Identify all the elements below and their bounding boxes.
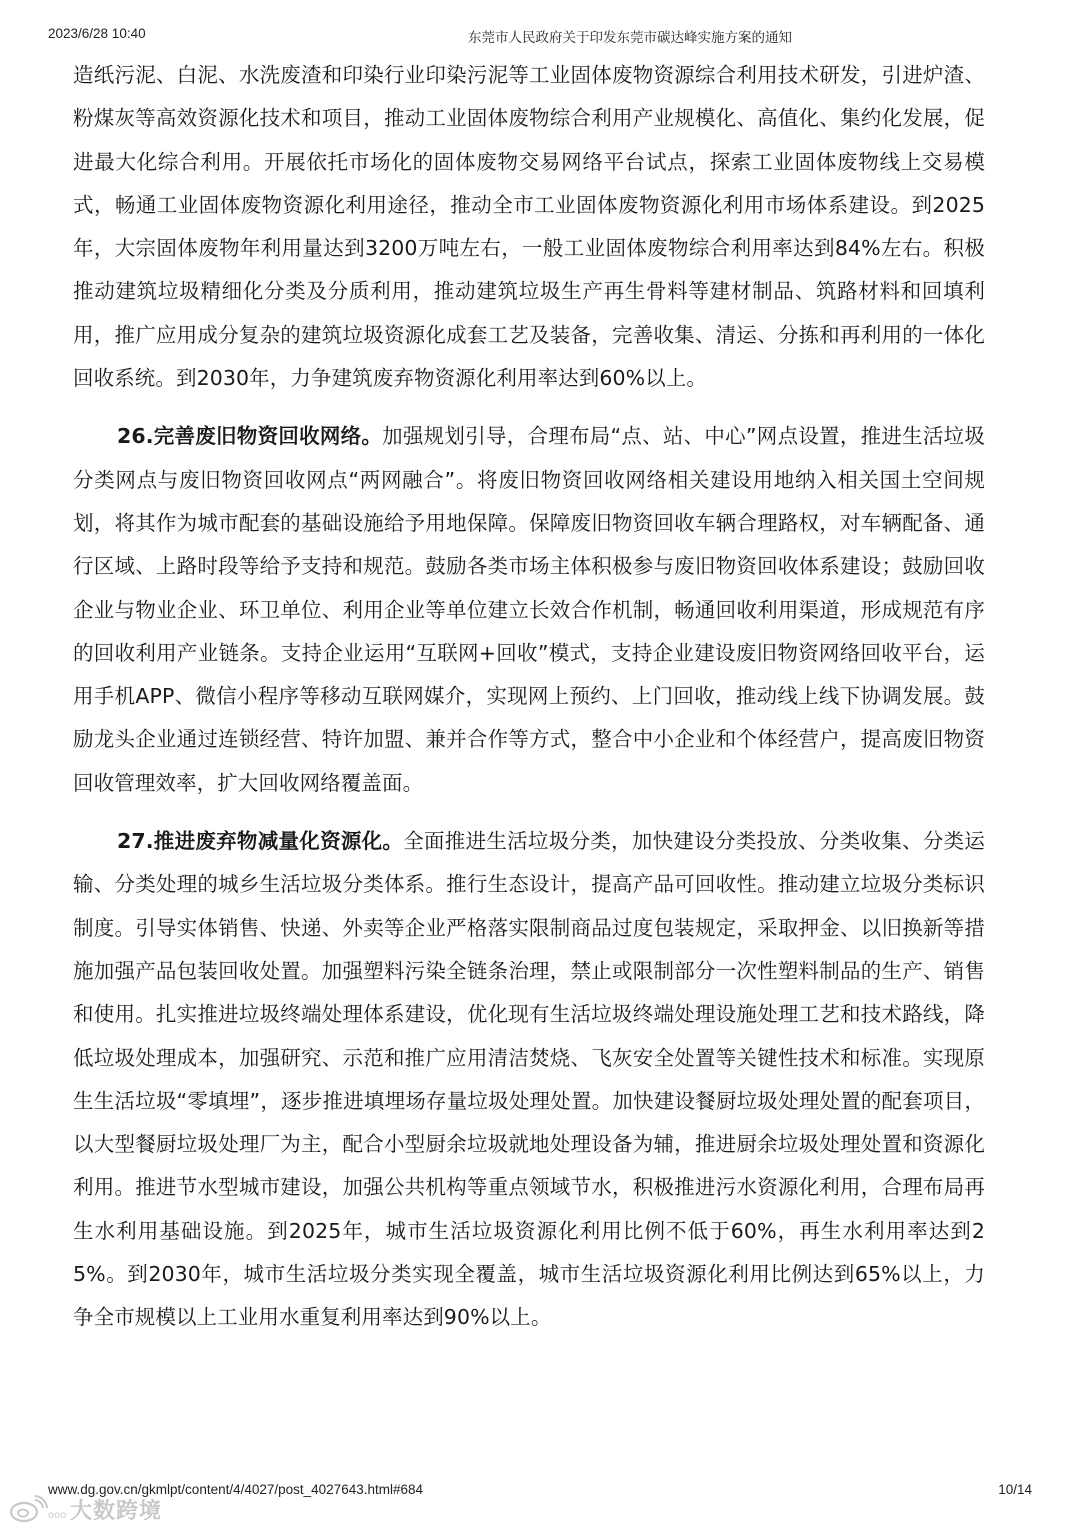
print-header xyxy=(48,26,1032,48)
section-26-paragraph xyxy=(73,415,985,805)
page-number: 10/14 xyxy=(998,1482,1032,1497)
section-26-heading: 26.完善废旧物资回收网络。 xyxy=(117,424,383,449)
section-27-heading: 27.推进废弃物减量化资源化。 xyxy=(117,829,404,854)
section-27-text: 全面推进生活垃圾分类，加快建设分类投放、分类收集、分类运输、分类处理的城乡生活垃圾分类体系。推行生态设计，提高产品可回收性。推动建立垃圾分类标识制度。引导实体销售、快递、外卖等企业严格落实限制商品过度包装规定，采取押金、以旧换新等措施加强产品包装回收处置。加强塑料污染全链条治理，禁止或限制部分一次性塑料制品的生产、销售和使用。扎实推进垃圾终端处理体系建设，优化现有生活垃圾终端处理设施处理工艺和技术路线，降低垃圾处理成本，加强研究、示范和推广应用清洁焚烧、飞灰安全处置等关键性技术和标准。实现原生生活垃圾“零填埋”，逐步推进填埋场存量垃圾处理处置。加快建设餐厨垃圾处理处置的配套项目，以大型餐厨垃圾处理厂为主，配合小型厨余垃圾就地处理设备为辅，推进厨余垃圾处理处置和资源化利用。推进节水型城市建设，加强公共机构等重点领域节水，积极推进污水资源化利用，合理布局再生水利用基础设施。到2025年，城市生活垃圾资源化利用比例不低于60%，再生水利用率达到25%。到2030年，城市生活垃圾分类实现全覆盖，城市生活垃圾资源化利用比例达到65%以上，力争全市规模以上工业用水重复利用率达到90%以上。 xyxy=(73,829,985,1330)
watermark xyxy=(8,1492,162,1526)
document-title: 东莞市人民政府关于印发东莞市碳达峰实施方案的通知 xyxy=(468,30,792,45)
weibo-logo-icon xyxy=(8,1494,68,1524)
svg-text:ooo: ooo xyxy=(48,1510,67,1521)
section-27-paragraph xyxy=(73,820,985,1340)
document-body xyxy=(73,54,985,1340)
page-url: www.dg.gov.cn/gkmlpt/content/4/4027/post_4027643.html#684 xyxy=(48,1482,424,1497)
paragraph-continued: 造纸污泥、白泥、水洗废渣和印染行业印染污泥等工业固体废物资源综合利用技术研发，引进炉渣、粉煤灰等高效资源化技术和项目，推动工业固体废物综合利用产业规模化、高值化、集约化发展，促进最大化综合利用。开展依托市场化的固体废物交易网络平台试点，探索工业固体废物线上交易模式，畅通工业固体废物资源化利用途径，推动全市工业固体废物资源化利用市场体系建设。到2025年，大宗固体废物年利用量达到3200万吨左右，一般工业固体废物综合利用率达到84%左右。积极推动建筑垃圾精细化分类及分质利用，推动建筑垃圾生产再生骨料等建材制品、筑路材料和回填利用，推广应用成分复杂的建筑垃圾资源化成套工艺及装备，完善收集、清运、分拣和再利用的一体化回收系统。到2030年，力争建筑废弃物资源化利用率达到60%以上。 xyxy=(73,63,985,391)
watermark-text: 大数跨境 xyxy=(70,1498,163,1524)
section-26-text: 加强规划引导，合理布局“点、站、中心”网点设置，推进生活垃圾分类网点与废旧物资回收网点“两网融合”。将废旧物资回收网络相关建设用地纳入相关国土空间规划，将其作为城市配套的基础设施给予用地保障。保障废旧物资回收车辆合理路权，对车辆配备、通行区域、上路时段等给予支持和规范。鼓励各类市场主体积极参与废旧物资回收体系建设；鼓励回收企业与物业企业、环卫单位、利用企业等单位建立长效合作机制，畅通回收利用渠道，形成规范有序的回收利用产业链条。支持企业运用“互联网+回收”模式，支持企业建设废旧物资网络回收平台，运用手机APP、微信小程序等移动互联网媒介，实现网上预约、上门回收，推动线上线下协调发展。鼓励龙头企业通过连锁经营、特许加盟、兼并合作等方式，整合中小企业和个体经营户，提高废旧物资回收管理效率，扩大回收网络覆盖面。 xyxy=(73,424,985,795)
print-date: 2023/6/28 10:40 xyxy=(48,26,146,41)
print-footer xyxy=(48,1482,1032,1504)
